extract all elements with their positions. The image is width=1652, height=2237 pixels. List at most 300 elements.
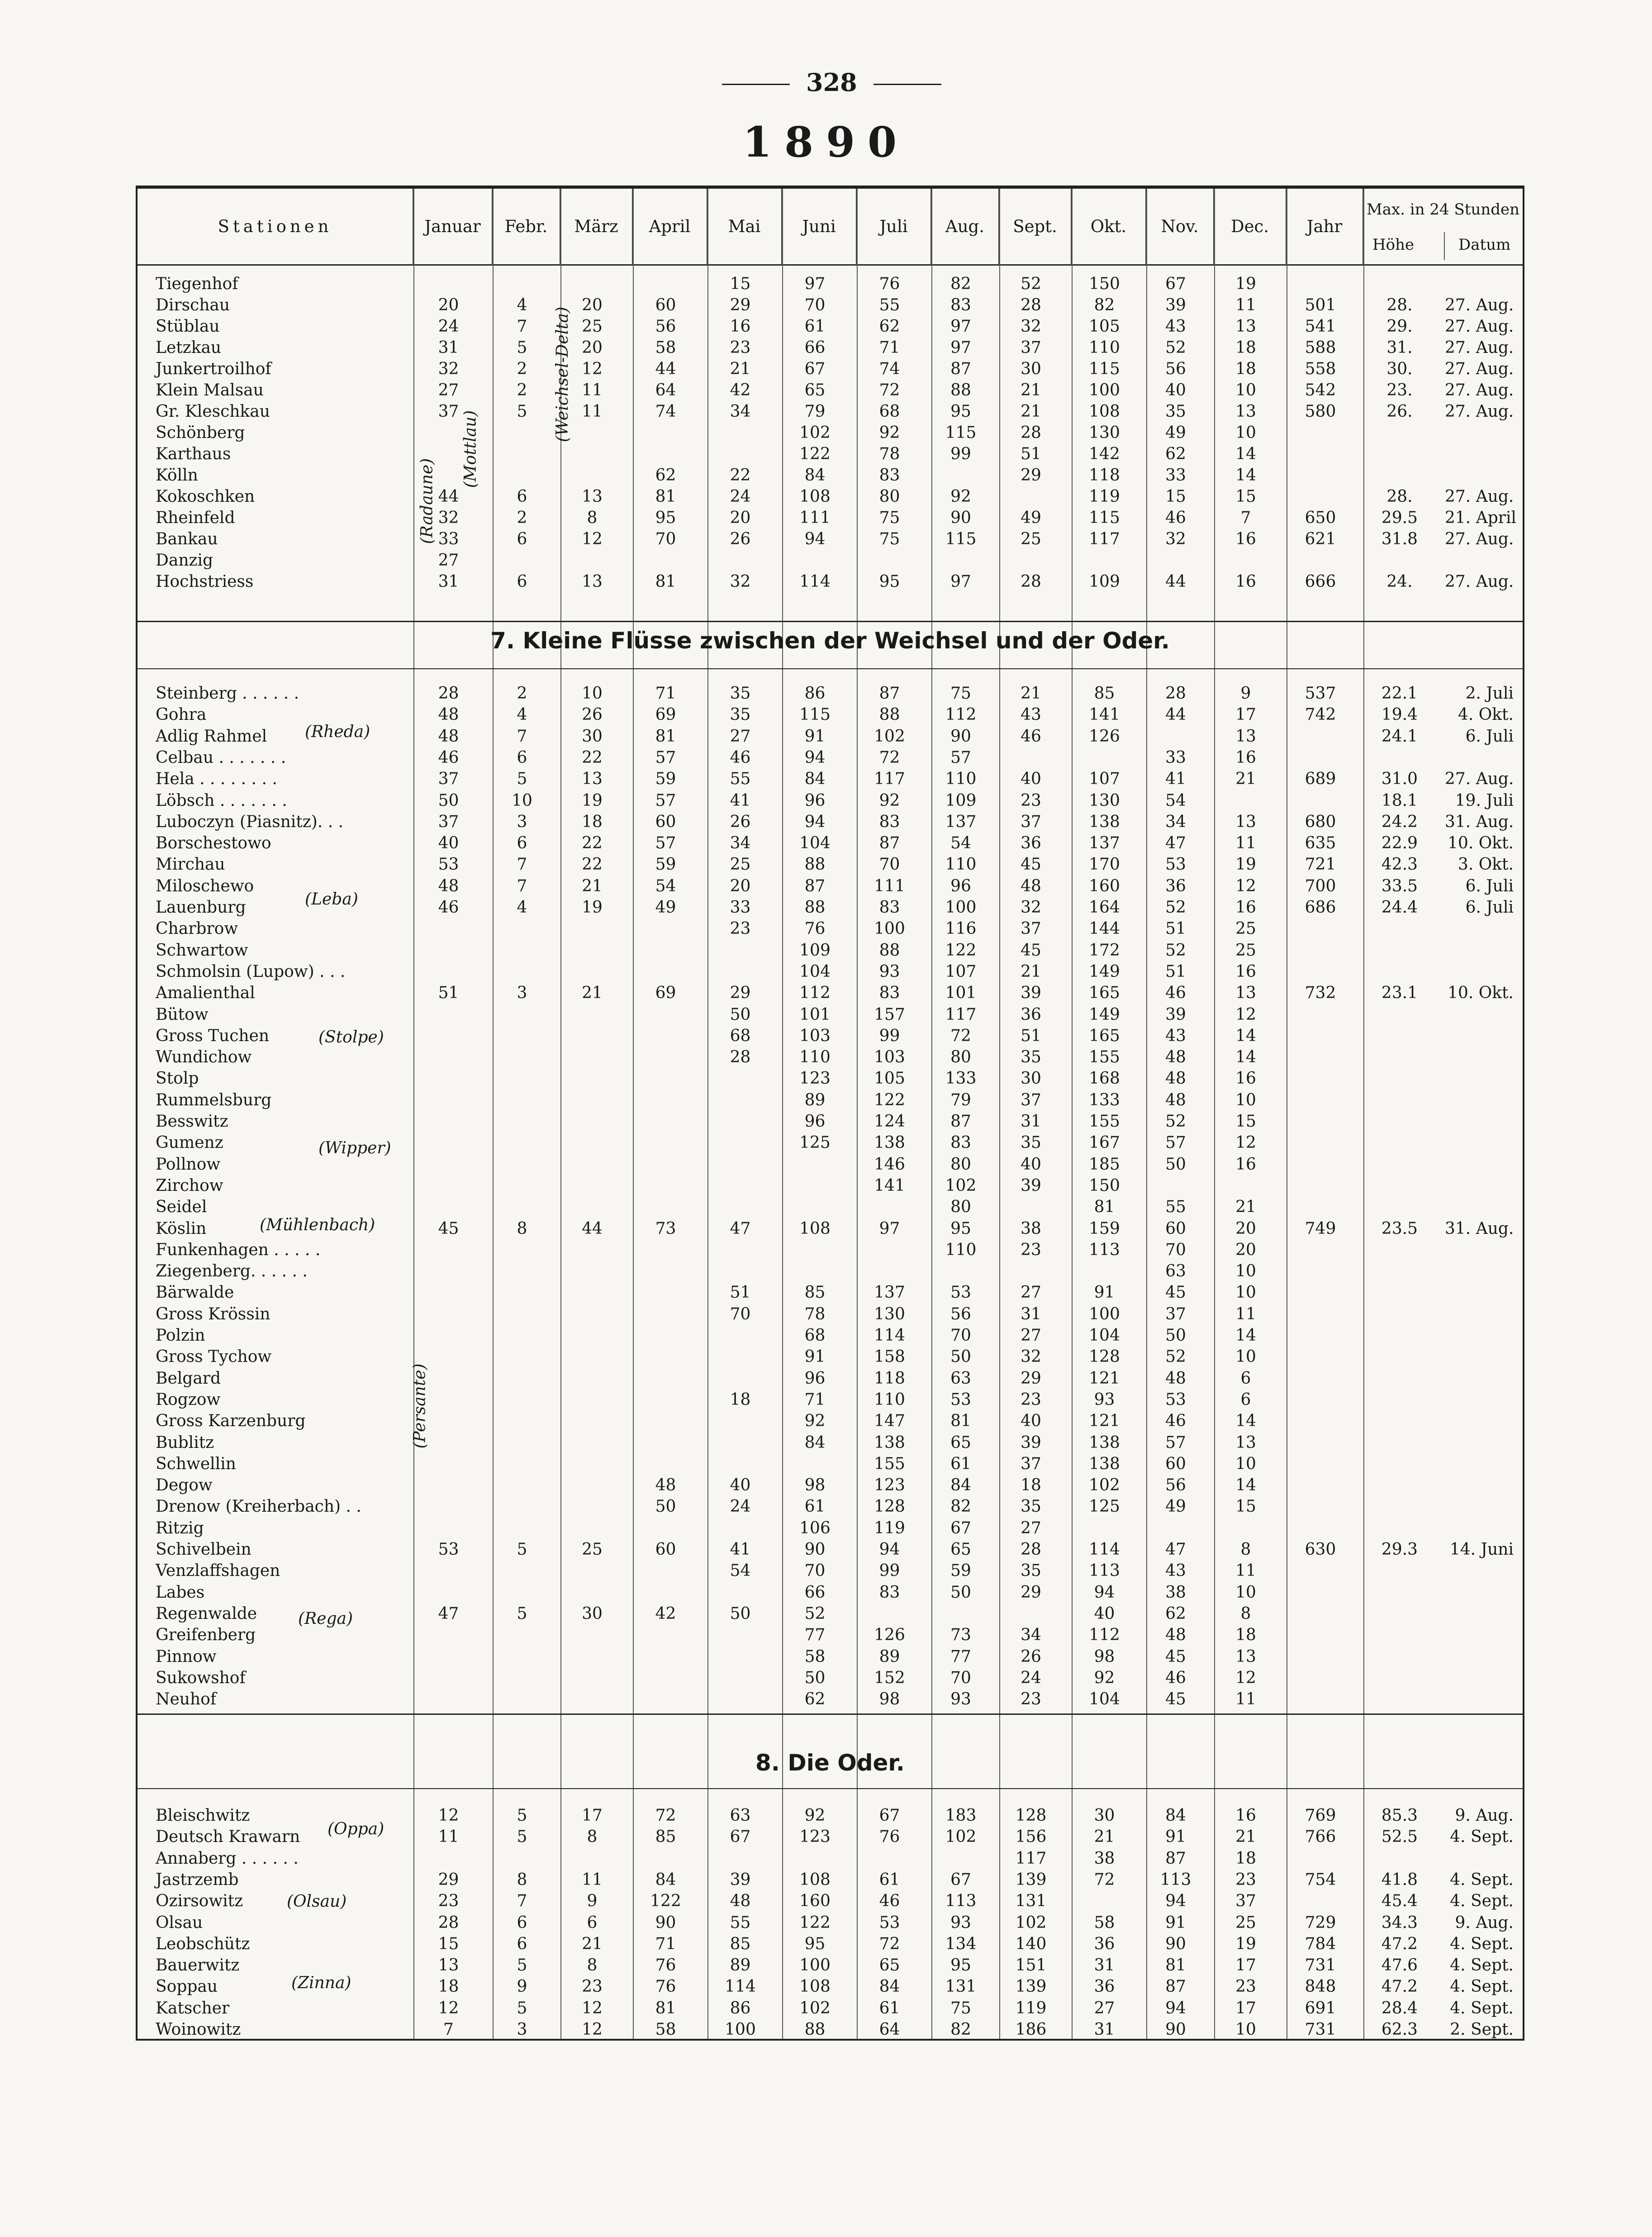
col-header-juni: Juni [782, 189, 857, 266]
station-name: Degow [156, 1476, 213, 1495]
value-cell: 501 [1305, 296, 1336, 314]
value-cell: 32 [438, 509, 459, 527]
value-cell: 104 [799, 962, 831, 981]
value-cell: 29 [730, 296, 751, 314]
value-cell: 67 [730, 1828, 751, 1847]
station-name: Bütow [156, 1005, 209, 1024]
value-cell: 52 [1165, 941, 1186, 960]
value-cell: 138 [874, 1133, 905, 1152]
value-cell: 3 [517, 984, 527, 1003]
value-cell: 33 [730, 898, 751, 917]
value-cell: 57 [655, 748, 676, 767]
value-cell: 40 [1165, 381, 1186, 400]
value-cell: 85 [730, 1934, 751, 1953]
value-cell: 34 [730, 402, 751, 421]
value-cell: 37 [1021, 919, 1041, 938]
value-cell: 39 [1165, 296, 1186, 314]
section-rule [138, 668, 1523, 669]
value-cell: 27 [438, 551, 459, 570]
col-header-juli: Juli [857, 189, 931, 266]
value-cell: 23.1 [1381, 984, 1418, 1003]
value-cell: 94 [804, 812, 826, 831]
value-cell: 48 [438, 727, 459, 746]
value-cell: 21 [1094, 1828, 1115, 1847]
value-cell: 71 [655, 1934, 676, 1953]
value-cell: 72 [950, 1026, 971, 1045]
table-row [138, 748, 1523, 770]
value-cell: 113 [945, 1892, 977, 1911]
value-cell: 106 [799, 1518, 831, 1537]
table-row [138, 919, 1523, 941]
station-name: Junkertroilhof [156, 360, 271, 378]
value-cell: 141 [874, 1176, 905, 1195]
value-cell: 22 [582, 834, 603, 853]
value-cell: 5 [517, 1828, 527, 1847]
value-cell: 6. Juli [1465, 898, 1514, 917]
value-cell: 4. Okt. [1457, 705, 1514, 724]
station-name: Annaberg . . . . . . [156, 1849, 299, 1868]
max-header-title: Max. in 24 Stunden [1366, 200, 1520, 219]
value-cell: 92 [804, 1412, 826, 1431]
value-cell: 37 [1021, 1454, 1041, 1473]
value-cell: 15 [1165, 487, 1186, 506]
value-cell: 41 [730, 1540, 751, 1559]
value-cell: 155 [874, 1454, 905, 1473]
value-cell: 27 [438, 381, 459, 400]
value-cell: 6 [517, 1934, 527, 1953]
value-cell: 103 [874, 1048, 905, 1067]
value-cell: 69 [655, 984, 676, 1003]
value-cell: 64 [655, 381, 676, 400]
value-cell: 28 [438, 684, 459, 703]
value-cell: 37 [1021, 338, 1041, 357]
value-cell: 118 [874, 1369, 905, 1388]
page-number: 328 [706, 68, 958, 97]
table-row [138, 1433, 1523, 1455]
value-cell: 4. Sept. [1450, 1977, 1514, 1996]
value-cell: 84 [950, 1476, 971, 1495]
value-cell: 43 [1021, 705, 1041, 724]
value-cell: 45 [1021, 855, 1041, 874]
table-row [138, 275, 1523, 296]
value-cell: 125 [799, 1133, 831, 1152]
value-cell: 87 [879, 834, 900, 853]
value-cell: 74 [879, 360, 900, 378]
value-cell: 125 [1089, 1497, 1120, 1516]
value-cell: 92 [950, 487, 971, 506]
value-cell: 47 [1165, 834, 1186, 853]
value-cell: 19. Juli [1455, 791, 1514, 810]
value-cell: 20 [730, 509, 751, 527]
value-cell: 102 [1015, 1913, 1047, 1932]
table-row [138, 1155, 1523, 1176]
station-name: Schwellin [156, 1454, 236, 1473]
value-cell: 92 [804, 1806, 826, 1825]
value-cell: 60 [655, 1540, 676, 1559]
value-cell: 60 [1165, 1219, 1186, 1238]
station-name: Rheinfeld [156, 509, 235, 527]
value-cell: 29 [1021, 1369, 1041, 1388]
value-cell: 19 [1235, 1934, 1256, 1953]
value-cell: 8 [1240, 1540, 1251, 1559]
table-row [138, 1647, 1523, 1669]
section-rule [138, 1788, 1523, 1789]
value-cell: 43 [1165, 1026, 1186, 1045]
value-cell: 5 [517, 770, 527, 789]
table-row [138, 296, 1523, 317]
value-cell: 81 [1165, 1956, 1186, 1975]
value-cell: 35 [730, 705, 751, 724]
value-cell: 122 [650, 1892, 681, 1911]
value-cell: 147 [874, 1412, 905, 1431]
value-cell: 721 [1305, 855, 1336, 874]
value-cell: 102 [799, 424, 831, 442]
value-cell: 28 [1021, 572, 1041, 591]
value-cell: 124 [874, 1112, 905, 1131]
value-cell: 18 [730, 1390, 751, 1409]
value-cell: 66 [804, 1583, 826, 1602]
value-cell: 14 [1235, 1326, 1256, 1345]
value-cell: 98 [879, 1690, 900, 1709]
value-cell: 76 [655, 1977, 676, 1996]
value-cell: 74 [655, 402, 676, 421]
value-cell: 80 [879, 487, 900, 506]
value-cell: 24 [730, 487, 751, 506]
value-cell: 110 [945, 770, 977, 789]
value-cell: 130 [1089, 791, 1120, 810]
value-cell: 31. [1386, 338, 1413, 357]
value-cell: 48 [1165, 1069, 1186, 1088]
value-cell: 48 [655, 1476, 676, 1495]
value-cell: 42 [730, 381, 751, 400]
value-cell: 149 [1089, 962, 1120, 981]
value-cell: 542 [1305, 381, 1336, 400]
value-cell: 53 [879, 1913, 900, 1932]
value-cell: 12 [582, 2020, 603, 2039]
table-row [138, 1669, 1523, 1690]
value-cell: 18 [1235, 1849, 1256, 1868]
value-cell: 83 [879, 466, 900, 485]
station-name: Stolp [156, 1069, 199, 1088]
value-cell: 94 [804, 530, 826, 548]
table-row [138, 1369, 1523, 1390]
value-cell: 40 [1021, 770, 1041, 789]
value-cell: 62.3 [1381, 2020, 1418, 2039]
station-name: Gumenz [156, 1133, 223, 1152]
value-cell: 67 [804, 360, 826, 378]
value-cell: 53 [1165, 855, 1186, 874]
value-cell: 108 [799, 1977, 831, 1996]
value-cell: 57 [655, 834, 676, 853]
value-cell: 80 [950, 1198, 971, 1217]
value-cell: 23 [582, 1977, 603, 1996]
value-cell: 27. Aug. [1445, 296, 1514, 314]
value-cell: 113 [1089, 1240, 1120, 1259]
value-cell: 32 [1021, 898, 1041, 917]
station-name: Rummelsburg [156, 1090, 272, 1109]
station-name: Bublitz [156, 1433, 214, 1452]
table-row [138, 551, 1523, 572]
value-cell: 7 [517, 1892, 527, 1911]
value-cell: 95 [950, 1219, 971, 1238]
value-cell: 144 [1089, 919, 1120, 938]
value-cell: 46 [730, 748, 751, 767]
value-cell: 16 [1235, 1155, 1256, 1174]
value-cell: 89 [730, 1956, 751, 1975]
value-cell: 95 [950, 1956, 971, 1975]
value-cell: 46 [1165, 984, 1186, 1003]
value-cell: 155 [1089, 1112, 1120, 1131]
value-cell: 70 [804, 296, 826, 314]
value-cell: 139 [1015, 1977, 1047, 1996]
value-cell: 10 [1235, 1583, 1256, 1602]
value-cell: 689 [1305, 770, 1336, 789]
value-cell: 115 [945, 424, 977, 442]
value-cell: 62 [1165, 1604, 1186, 1623]
value-cell: 25 [1235, 1913, 1256, 1932]
value-cell: 51 [730, 1283, 751, 1302]
value-cell: 15 [438, 1934, 459, 1953]
river-label: (Radaune) [418, 458, 437, 544]
value-cell: 63 [730, 1806, 751, 1825]
value-cell: 60 [655, 296, 676, 314]
value-cell: 39 [730, 1870, 751, 1889]
value-cell: 23.5 [1381, 1219, 1418, 1238]
value-cell: 42.3 [1381, 855, 1418, 874]
value-cell: 88 [950, 381, 971, 400]
value-cell: 51 [1165, 919, 1186, 938]
value-cell: 130 [1089, 424, 1120, 442]
table-row [138, 1935, 1523, 1956]
value-cell: 84 [1165, 1806, 1186, 1825]
value-cell: 16 [1235, 962, 1256, 981]
table-row [138, 487, 1523, 509]
value-cell: 14. Juni [1449, 1540, 1514, 1559]
value-cell: 122 [945, 941, 977, 960]
value-cell: 108 [799, 1870, 831, 1889]
value-cell: 28 [438, 1913, 459, 1932]
value-cell: 56 [1165, 360, 1186, 378]
value-cell: 10 [1235, 1283, 1256, 1302]
value-cell: 57 [655, 791, 676, 810]
table-row [138, 1112, 1523, 1133]
value-cell: 122 [799, 1913, 831, 1932]
station-name: Jastrzemb [156, 1870, 239, 1889]
value-cell: 6 [517, 834, 527, 853]
value-cell: 104 [1089, 1326, 1120, 1345]
value-cell: 86 [730, 1999, 751, 2018]
value-cell: 27. Aug. [1445, 487, 1514, 506]
value-cell: 30 [582, 1604, 603, 1623]
station-name: Hela . . . . . . . . [156, 770, 277, 789]
value-cell: 580 [1305, 402, 1336, 421]
value-cell: 116 [945, 919, 977, 938]
value-cell: 150 [1089, 275, 1120, 293]
value-cell: 23 [1021, 1240, 1041, 1259]
value-cell: 102 [799, 1999, 831, 2018]
value-cell: 30. [1386, 360, 1413, 378]
station-name: Borschestowo [156, 834, 271, 853]
value-cell: 22 [582, 855, 603, 874]
value-cell: 28 [1165, 684, 1186, 703]
value-cell: 45 [1021, 941, 1041, 960]
value-cell: 100 [799, 1956, 831, 1975]
value-cell: 79 [804, 402, 826, 421]
value-cell: 5 [517, 338, 527, 357]
station-name: Köslin [156, 1219, 207, 1238]
value-cell: 94 [1094, 1583, 1115, 1602]
value-cell: 28.4 [1381, 1999, 1418, 2018]
value-cell: 98 [804, 1476, 826, 1495]
value-cell: 5 [517, 1540, 527, 1559]
value-cell: 14 [1235, 1476, 1256, 1495]
value-cell: 14 [1235, 1048, 1256, 1067]
value-cell: 11 [1235, 1561, 1256, 1580]
value-cell: 53 [950, 1283, 971, 1302]
value-cell: 54 [950, 834, 971, 853]
value-cell: 70 [950, 1326, 971, 1345]
station-name: Besswitz [156, 1112, 228, 1131]
table-row [138, 445, 1523, 466]
value-cell: 100 [945, 898, 977, 917]
value-cell: 5 [517, 1806, 527, 1825]
value-cell: 28 [730, 1048, 751, 1067]
value-cell: 33 [438, 530, 459, 548]
value-cell: 100 [874, 919, 905, 938]
value-cell: 49 [1165, 424, 1186, 442]
value-cell: 27. Aug. [1445, 317, 1514, 336]
value-cell: 23 [730, 338, 751, 357]
value-cell: 48 [730, 1892, 751, 1911]
value-cell: 76 [879, 1828, 900, 1847]
col-header-maerz: März [560, 189, 633, 266]
value-cell: 23 [1235, 1870, 1256, 1889]
value-cell: 67 [950, 1870, 971, 1889]
value-cell: 82 [950, 2020, 971, 2039]
value-cell: 117 [945, 1005, 977, 1024]
station-name: Stüblau [156, 317, 220, 336]
value-cell: 28 [1021, 424, 1041, 442]
table-row [138, 1048, 1523, 1069]
value-cell: 146 [874, 1155, 905, 1174]
value-cell: 26 [1021, 1647, 1041, 1666]
value-cell: 84 [804, 466, 826, 485]
value-cell: 70 [730, 1304, 751, 1323]
value-cell: 21 [1235, 1198, 1256, 1217]
value-cell: 101 [945, 984, 977, 1003]
precipitation-table [136, 186, 1524, 2041]
value-cell: 27. Aug. [1445, 572, 1514, 591]
station-name: Steinberg . . . . . . [156, 684, 299, 703]
value-cell: 50 [655, 1497, 676, 1516]
station-name: Lauenburg [156, 898, 246, 917]
value-cell: 112 [1089, 1626, 1120, 1645]
value-cell: 108 [799, 1219, 831, 1238]
table-row [138, 2020, 1523, 2042]
value-cell: 27. Aug. [1445, 402, 1514, 421]
value-cell: 85.3 [1381, 1806, 1418, 1825]
value-cell: 39 [1165, 1005, 1186, 1024]
value-cell: 71 [655, 684, 676, 703]
value-cell: 112 [799, 984, 831, 1003]
value-cell: 13 [582, 572, 603, 591]
table-row [138, 813, 1523, 834]
col-header-dec: Dec. [1214, 189, 1286, 266]
value-cell: 25 [1235, 919, 1256, 938]
value-cell: 40 [1094, 1604, 1115, 1623]
value-cell: 75 [950, 684, 971, 703]
value-cell: 62 [655, 466, 676, 485]
value-cell: 68 [730, 1026, 751, 1045]
value-cell: 76 [879, 275, 900, 293]
value-cell: 23 [1021, 1690, 1041, 1709]
value-cell: 729 [1305, 1913, 1336, 1932]
value-cell: 37 [1165, 1304, 1186, 1323]
value-cell: 61 [804, 317, 826, 336]
value-cell: 32 [438, 360, 459, 378]
station-name: Bauerwitz [156, 1956, 240, 1975]
value-cell: 27. Aug. [1445, 338, 1514, 357]
value-cell: 61 [950, 1454, 971, 1473]
value-cell: 541 [1305, 317, 1336, 336]
value-cell: 41 [1165, 770, 1186, 789]
table-row [138, 1326, 1523, 1347]
value-cell: 8 [517, 1219, 527, 1238]
station-name: Belgard [156, 1369, 221, 1388]
value-cell: 77 [950, 1647, 971, 1666]
value-cell: 19 [1235, 275, 1256, 293]
value-cell: 87 [950, 1112, 971, 1131]
value-cell: 15 [1235, 1497, 1256, 1516]
table-row [138, 509, 1523, 530]
value-cell: 35 [1021, 1561, 1041, 1580]
value-cell: 18 [438, 1977, 459, 1996]
station-name: Adlig Rahmel [156, 727, 267, 746]
value-cell: 108 [799, 487, 831, 506]
value-cell: 20 [730, 876, 751, 895]
table-row [138, 1390, 1523, 1412]
value-cell: 87 [879, 684, 900, 703]
value-cell: 4 [517, 296, 527, 314]
col-header-febr: Febr. [493, 189, 560, 266]
value-cell: 65 [879, 1956, 900, 1975]
value-cell: 149 [1089, 1005, 1120, 1024]
station-name: Ziegenberg. . . . . . [156, 1262, 308, 1281]
river-label: (Weichsel-Delta) [553, 306, 572, 443]
table-row [138, 684, 1523, 705]
value-cell: 6 [517, 487, 527, 506]
value-cell: 3. Okt. [1457, 855, 1514, 874]
station-name: Dirschau [156, 296, 230, 314]
value-cell: 56 [655, 317, 676, 336]
table-row [138, 770, 1523, 791]
value-cell: 123 [874, 1476, 905, 1495]
value-cell: 44 [438, 487, 459, 506]
value-cell: 109 [945, 791, 977, 810]
value-cell: 32 [1021, 317, 1041, 336]
value-cell: 12 [582, 530, 603, 548]
value-cell: 84 [804, 770, 826, 789]
value-cell: 21 [1021, 962, 1041, 981]
value-cell: 4 [517, 898, 527, 917]
value-cell: 36 [1094, 1977, 1115, 1996]
value-cell: 17 [1235, 1956, 1256, 1975]
station-name: Danzig [156, 551, 214, 570]
table-row [138, 1241, 1523, 1262]
value-cell: 51 [438, 984, 459, 1003]
value-cell: 29. [1386, 317, 1413, 336]
value-cell: 104 [1089, 1690, 1120, 1709]
